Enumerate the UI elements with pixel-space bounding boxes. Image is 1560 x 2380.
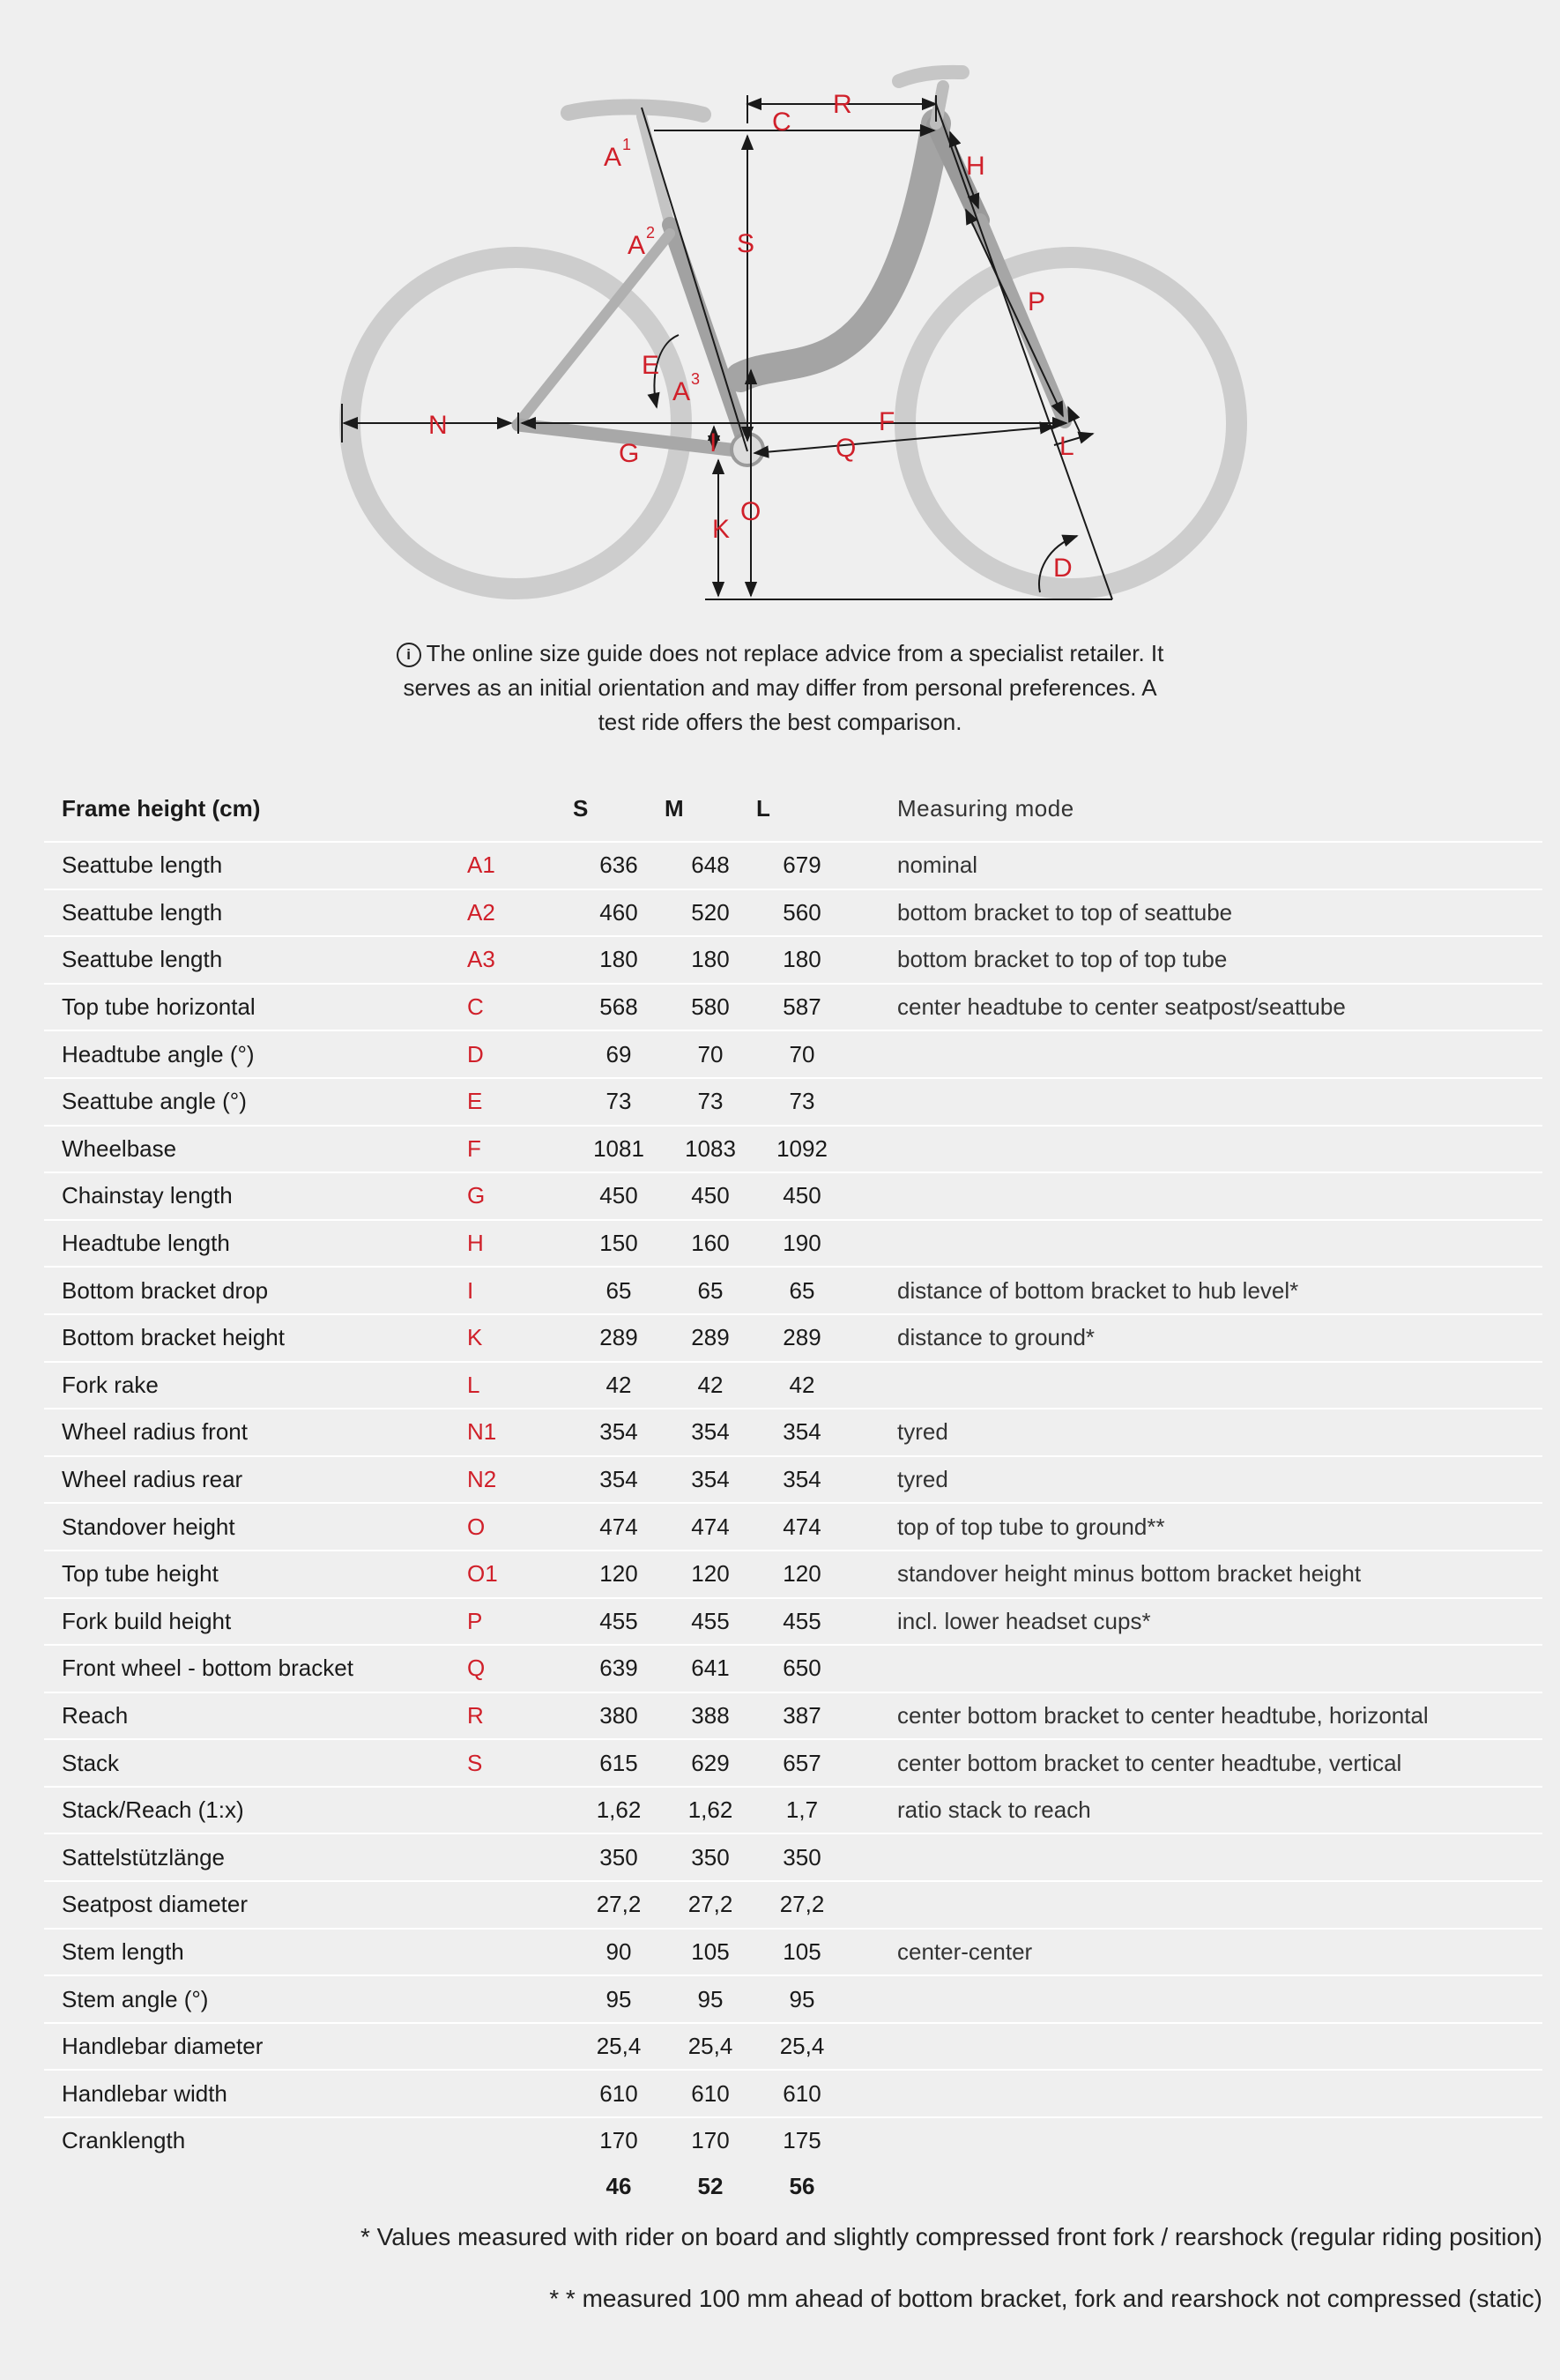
row-measuring-mode: bottom bracket to top of seattube [897,898,1233,926]
row-code [467,2023,573,2071]
table-header-row [44,776,1542,842]
label-a1: A [604,143,622,172]
table-row [44,1314,1542,1362]
row-value-m: 42 [697,1371,724,1398]
label-s: S [737,229,755,258]
row-measuring-mode [848,1362,1542,1409]
row-measuring-mode: center bottom bracket to center headtube, vertical [897,1749,1402,1776]
label-h: H [966,152,985,181]
label-a2: A [628,231,646,260]
row-measuring-mode [848,1881,1542,1929]
row-value-m: 73 [697,1088,724,1115]
row-value-l: 354 [783,1418,821,1446]
table-row [44,2117,1542,2164]
table-row [44,1645,1542,1692]
row-value-s: 610 [599,2079,638,2107]
footnote-rider-on-board: * Values measured with rider on board and slightly compressed front fork / rearshock (regular riding position) [360,2223,1542,2250]
row-value-s: 120 [599,1560,638,1588]
row-value-m: 388 [691,1701,730,1729]
geometry-table [44,776,1542,2209]
row-code [467,1881,573,1929]
row-value-l: 105 [783,1937,821,1965]
row-value-s: 354 [599,1418,638,1446]
row-measuring-mode [848,1126,1542,1173]
label-g: G [619,439,640,468]
row-value-l: 70 [789,1040,815,1067]
table-row [44,1739,1542,1787]
table-row [44,1929,1542,1976]
footer-size-l: 56 [789,2172,815,2199]
table-row [44,2023,1542,2071]
row-code: F [467,1134,481,1162]
row-name: Stem angle (°) [62,1985,209,2012]
row-name: Seattube length [62,852,223,879]
row-value-m: 474 [691,1513,730,1540]
row-value-s: 615 [599,1749,638,1776]
row-value-l: 42 [789,1371,815,1398]
header-frame-height: Frame height (cm) [62,794,261,822]
row-value-s: 455 [599,1607,638,1634]
row-measuring-mode: standover height minus bottom bracket height [897,1560,1362,1588]
row-name: Fork build height [62,1607,232,1634]
row-value-l: 657 [783,1749,821,1776]
row-code: N1 [467,1418,497,1446]
row-value-m: 354 [691,1466,730,1493]
row-value-l: 1092 [776,1134,828,1162]
label-i: I [709,428,717,457]
row-code: A1 [467,852,495,879]
row-code: R [467,1701,484,1729]
row-value-s: 1081 [593,1134,644,1162]
row-measuring-mode: incl. lower headset cups* [897,1607,1151,1634]
label-a1-sup: 1 [622,136,632,153]
row-measuring-mode: center headtube to center seatpost/seattube [897,993,1346,1021]
footer-size-s: 46 [605,2172,632,2199]
row-value-m: 180 [691,946,730,973]
table-row [44,1126,1542,1173]
row-value-m: 641 [691,1655,730,1682]
row-measuring-mode [848,2023,1542,2071]
table-row [44,1598,1542,1646]
header-size-m: M [665,794,684,822]
footer-size-m: 52 [697,2172,724,2199]
row-value-s: 639 [599,1655,638,1682]
table-row [44,984,1542,1031]
row-value-l: 95 [789,1985,815,2012]
diagram-labels [428,90,1074,583]
row-measuring-mode: distance to ground* [897,1324,1096,1351]
row-measuring-mode: tyred [897,1466,948,1493]
row-name: Top tube height [62,1560,219,1588]
row-value-m: 450 [691,1182,730,1209]
row-value-s: 90 [605,1937,632,1965]
row-measuring-mode [848,2117,1542,2164]
row-measuring-mode: center-center [897,1937,1033,1965]
row-name: Headtube length [62,1230,230,1257]
row-value-m: 65 [697,1276,724,1304]
row-code: N2 [467,1466,497,1493]
table-row [44,1456,1542,1504]
row-measuring-mode [848,1030,1542,1078]
info-icon: i [397,643,421,667]
row-name: Top tube horizontal [62,993,256,1021]
row-code: L [467,1371,480,1398]
row-code [467,2070,573,2117]
table-row [44,2070,1542,2117]
row-value-l: 73 [789,1088,815,1115]
row-value-s: 150 [599,1230,638,1257]
table-row [44,1030,1542,1078]
row-value-s: 636 [599,852,638,879]
row-value-s: 27,2 [596,1891,642,1918]
table-row [44,1362,1542,1409]
row-value-s: 25,4 [596,2033,642,2060]
row-value-l: 587 [783,993,821,1021]
row-value-m: 289 [691,1324,730,1351]
notice-text: The online size guide does not replace advice from a specialist retailer. It serves as an initial orientation and may differ from personal preferences. A test ride offers the best comparison. [403,640,1164,735]
table-row [44,1503,1542,1551]
row-code: S [467,1749,483,1776]
row-code: D [467,1040,484,1067]
header-size-s: S [573,794,589,822]
row-code: Q [467,1655,486,1682]
row-value-l: 455 [783,1607,821,1634]
label-a3: A [672,377,691,406]
label-d: D [1053,554,1073,583]
row-name: Bottom bracket height [62,1324,285,1351]
row-code [467,1787,573,1834]
row-value-l: 120 [783,1560,821,1588]
row-value-l: 679 [783,852,821,879]
row-name: Stem length [62,1937,184,1965]
table-row [44,936,1542,984]
row-code: H [467,1230,484,1257]
row-code [467,1929,573,1976]
label-a3-sup: 3 [691,370,701,388]
row-name: Reach [62,1701,129,1729]
row-value-l: 350 [783,1843,821,1871]
table-row [44,1881,1542,1929]
row-measuring-mode [848,2070,1542,2117]
table-row [44,1551,1542,1598]
table-row [44,1833,1542,1881]
label-k: K [712,515,731,544]
row-measuring-mode [848,1078,1542,1126]
row-name: Wheel radius front [62,1418,248,1446]
row-value-l: 25,4 [779,2033,825,2060]
table-row [44,1787,1542,1834]
row-name: Sattelstützlänge [62,1843,226,1871]
row-measuring-mode: tyred [897,1418,948,1446]
label-f: F [879,407,895,436]
row-value-m: 170 [691,2127,730,2154]
row-value-l: 289 [783,1324,821,1351]
table-body [44,842,1542,2164]
row-value-m: 70 [697,1040,724,1067]
table-row [44,1220,1542,1268]
row-measuring-mode: bottom bracket to top of top tube [897,946,1228,973]
table-row [44,889,1542,937]
row-value-m: 25,4 [687,2033,733,2060]
row-name: Headtube angle (°) [62,1040,255,1067]
row-value-s: 170 [599,2127,638,2154]
row-value-s: 474 [599,1513,638,1540]
bike-geometry-diagram [0,0,1560,617]
header-measuring-mode: Measuring mode [897,794,1074,822]
row-value-s: 450 [599,1182,638,1209]
row-value-s: 73 [605,1088,632,1115]
row-measuring-mode [848,1220,1542,1268]
row-value-m: 455 [691,1607,730,1634]
row-code: P [467,1607,483,1634]
table-row [44,1409,1542,1456]
row-name: Seattube length [62,946,223,973]
table-footer-row [44,2164,1542,2210]
label-n: N [428,411,448,440]
row-value-m: 105 [691,1937,730,1965]
row-value-l: 560 [783,898,821,926]
row-value-s: 350 [599,1843,638,1871]
label-e: E [642,351,660,380]
row-measuring-mode [848,1975,1542,2023]
table-row [44,1692,1542,1740]
row-value-m: 580 [691,993,730,1021]
row-measuring-mode: distance of bottom bracket to hub level* [897,1276,1299,1304]
row-name: Fork rake [62,1371,159,1398]
row-value-s: 65 [605,1276,632,1304]
row-code [467,1975,573,2023]
label-p: P [1028,287,1046,316]
row-value-m: 520 [691,898,730,926]
table-row [44,1172,1542,1220]
row-value-m: 629 [691,1749,730,1776]
row-value-s: 568 [599,993,638,1021]
row-value-l: 175 [783,2127,821,2154]
row-name: Cranklength [62,2127,186,2154]
row-name: Chainstay length [62,1182,233,1209]
row-value-l: 474 [783,1513,821,1540]
row-code: A2 [467,898,495,926]
label-c: C [772,108,791,137]
row-name: Handlebar width [62,2079,227,2107]
row-name: Handlebar diameter [62,2033,264,2060]
row-name: Seattube angle (°) [62,1088,247,1115]
row-name: Stack [62,1749,120,1776]
header-size-l: L [756,794,770,822]
row-name: Wheel radius rear [62,1466,243,1493]
label-l: L [1059,432,1074,461]
row-code [467,2117,573,2164]
row-code: O [467,1513,486,1540]
row-value-m: 648 [691,852,730,879]
row-value-s: 354 [599,1466,638,1493]
row-value-s: 95 [605,1985,632,2012]
row-value-s: 460 [599,898,638,926]
row-value-m: 27,2 [687,1891,733,1918]
row-value-s: 380 [599,1701,638,1729]
row-code: C [467,993,484,1021]
row-value-l: 650 [783,1655,821,1682]
row-value-l: 1,7 [785,1796,819,1824]
row-code: I [467,1276,474,1304]
row-code: O1 [467,1560,498,1588]
row-value-m: 610 [691,2079,730,2107]
table-row [44,842,1542,889]
row-value-l: 387 [783,1701,821,1729]
row-measuring-mode [848,1172,1542,1220]
row-name: Stack/Reach (1:x) [62,1796,244,1824]
row-measuring-mode [848,1833,1542,1881]
row-measuring-mode: center bottom bracket to center headtube, horizontal [897,1701,1429,1729]
row-measuring-mode [848,1645,1542,1692]
row-value-l: 65 [789,1276,815,1304]
row-name: Standover height [62,1513,235,1540]
row-name: Bottom bracket drop [62,1276,269,1304]
row-measuring-mode: nominal [897,852,978,879]
row-code: G [467,1182,486,1209]
header-code [467,776,573,842]
row-value-l: 354 [783,1466,821,1493]
size-guide-notice [388,636,1172,740]
row-value-m: 120 [691,1560,730,1588]
row-value-l: 27,2 [779,1891,825,1918]
row-value-l: 450 [783,1182,821,1209]
table-row [44,1267,1542,1314]
row-name: Seatpost diameter [62,1891,249,1918]
row-value-s: 1,62 [596,1796,642,1824]
row-code: K [467,1324,483,1351]
row-code: E [467,1088,483,1115]
label-o: O [740,497,761,526]
row-name: Wheelbase [62,1134,177,1162]
row-code [467,1833,573,1881]
row-value-s: 180 [599,946,638,973]
row-value-m: 354 [691,1418,730,1446]
footnote-static: * * measured 100 mm ahead of bottom bracket, fork and rearshock not compressed (static) [549,2285,1542,2312]
row-value-l: 610 [783,2079,821,2107]
row-value-m: 160 [691,1230,730,1257]
row-value-m: 1083 [685,1134,736,1162]
row-value-s: 42 [605,1371,632,1398]
row-value-s: 69 [605,1040,632,1067]
row-measuring-mode: ratio stack to reach [897,1796,1091,1824]
label-r: R [833,90,852,119]
label-q: Q [836,434,857,463]
row-value-m: 350 [691,1843,730,1871]
row-name: Seattube length [62,898,223,926]
row-measuring-mode: top of top tube to ground** [897,1513,1165,1540]
row-value-m: 1,62 [687,1796,733,1824]
row-value-l: 190 [783,1230,821,1257]
row-value-l: 180 [783,946,821,973]
table-row [44,1975,1542,2023]
row-value-s: 289 [599,1324,638,1351]
row-name: Front wheel - bottom bracket [62,1655,353,1682]
row-code: A3 [467,946,495,973]
label-a2-sup: 2 [646,224,656,242]
table-row [44,1078,1542,1126]
row-value-m: 95 [697,1985,724,2012]
